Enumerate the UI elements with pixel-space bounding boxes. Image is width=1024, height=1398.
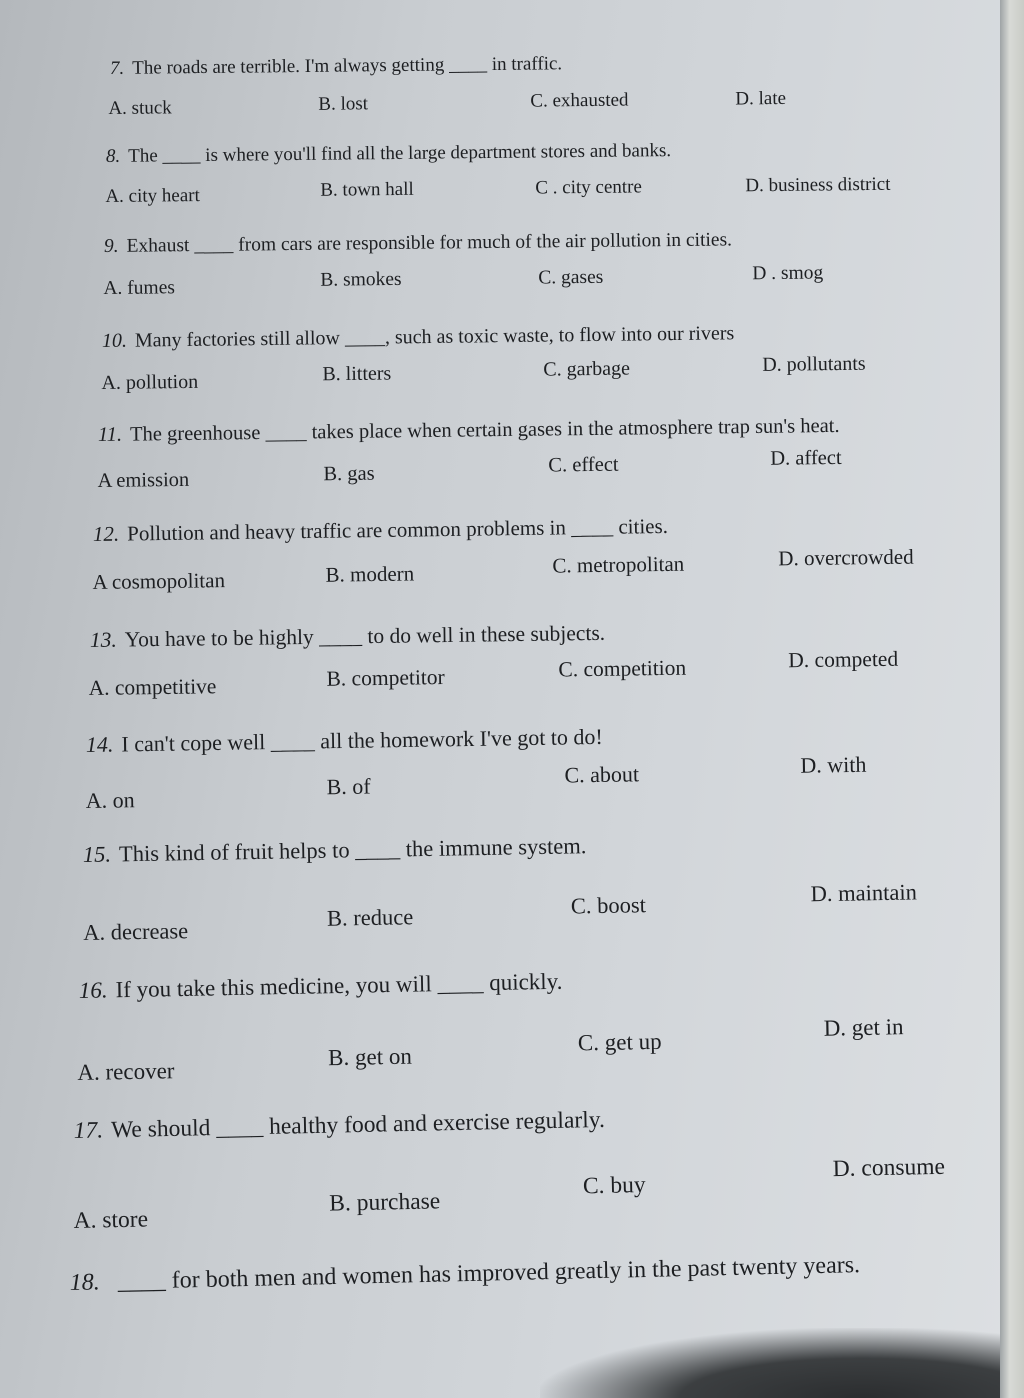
option-d: D. affect bbox=[770, 446, 842, 470]
option-b: B. competitor bbox=[326, 665, 445, 691]
option-c: C. metropolitan bbox=[552, 551, 685, 578]
question-stem: 8. The ____ is where you'll find all the large department stores and banks. bbox=[105, 140, 672, 167]
question-stem: 10. Many factories still allow ____, such as toxic waste, to flow into our rivers bbox=[101, 322, 735, 352]
option-b: B. of bbox=[326, 773, 371, 800]
question-stem: 15. This kind of fruit helps to ____ the immune system. bbox=[82, 833, 587, 867]
question-number: 13. bbox=[89, 627, 117, 652]
question-number: 8. bbox=[105, 145, 121, 167]
question-stem: 17. We should ____ healthy food and exercise regularly. bbox=[73, 1106, 606, 1145]
option-c: C. boost bbox=[570, 892, 647, 919]
option-b: B. modern bbox=[325, 561, 415, 587]
option-c: C . city centre bbox=[535, 176, 642, 199]
option-d: D. consume bbox=[832, 1153, 946, 1183]
option-d: D. competed bbox=[788, 646, 899, 673]
hand-shadow bbox=[540, 1328, 1000, 1398]
question-stem: 16. If you take this medicine, you will ____ quickly. bbox=[78, 968, 563, 1003]
option-b: B. town hall bbox=[320, 178, 414, 201]
option-a: A. pollution bbox=[101, 370, 199, 395]
option-a: A. competitive bbox=[88, 674, 217, 701]
question-stem: 13. You have to be highly ____ to do well in these subjects. bbox=[89, 620, 606, 652]
option-c: C. exhausted bbox=[530, 89, 629, 112]
option-b: B. gas bbox=[323, 462, 375, 486]
option-d: D. late bbox=[735, 87, 787, 110]
option-b: B. reduce bbox=[326, 904, 414, 931]
option-a: A emission bbox=[97, 468, 190, 493]
option-d: D. with bbox=[800, 751, 867, 778]
question-number: 15. bbox=[82, 841, 112, 867]
option-d: D. overcrowded bbox=[778, 544, 914, 571]
option-c: C. competition bbox=[558, 655, 687, 682]
question-stem: 14. I can't cope well ____ all the homework I've got to do! bbox=[85, 723, 603, 757]
option-c: C. effect bbox=[548, 453, 619, 477]
option-c: C. garbage bbox=[543, 357, 631, 381]
question-number: 9. bbox=[103, 235, 119, 257]
option-d: D. maintain bbox=[810, 879, 918, 907]
question-stem: 12. Pollution and heavy traffic are common problems in ____ cities. bbox=[92, 513, 669, 546]
option-a: A. store bbox=[73, 1206, 149, 1235]
option-c: C. get up bbox=[577, 1028, 662, 1056]
question-number: 14. bbox=[85, 731, 114, 757]
option-b: B. purchase bbox=[329, 1188, 441, 1217]
option-c: C. about bbox=[564, 761, 640, 788]
option-b: B. lost bbox=[318, 93, 369, 115]
option-d: D. business district bbox=[745, 173, 891, 197]
question-number: 16. bbox=[78, 977, 108, 1003]
option-d: D. get in bbox=[823, 1014, 904, 1041]
question-number: 17. bbox=[73, 1117, 104, 1145]
question-number: 12. bbox=[92, 521, 120, 546]
option-b: B. get on bbox=[327, 1043, 413, 1071]
option-a: A cosmopolitan bbox=[92, 568, 226, 595]
question-stem: 11. The greenhouse ____ takes place when certain gases in the atmosphere trap sun's heat. bbox=[97, 414, 840, 446]
option-a: A. stuck bbox=[108, 97, 172, 120]
option-a: A. recover bbox=[77, 1058, 175, 1086]
option-a: A. decrease bbox=[83, 918, 189, 946]
question-number: 11. bbox=[97, 423, 123, 446]
option-b: B. smokes bbox=[320, 268, 402, 291]
question-stem: 18. ____ for both men and women has improved greatly in the past twenty years. bbox=[69, 1252, 861, 1296]
option-a: A. fumes bbox=[103, 277, 176, 300]
question-number: 18. bbox=[69, 1269, 101, 1296]
option-d: D . smog bbox=[752, 262, 824, 285]
question-stem: 9. Exhaust ____ from cars are responsible for much of the air pollution in cities. bbox=[103, 229, 733, 257]
option-c: C. buy bbox=[582, 1172, 646, 1200]
option-c: C. gases bbox=[538, 266, 604, 289]
option-a: A. city heart bbox=[105, 185, 200, 208]
option-a: A. on bbox=[85, 787, 135, 814]
question-stem: 7. The roads are terrible. I'm always getting ____ in traffic. bbox=[109, 53, 563, 79]
question-number: 7. bbox=[109, 57, 125, 79]
question-number: 10. bbox=[101, 329, 128, 352]
page-edge bbox=[1000, 0, 1024, 1398]
option-b: B. litters bbox=[322, 362, 392, 386]
option-d: D. pollutants bbox=[762, 352, 866, 376]
